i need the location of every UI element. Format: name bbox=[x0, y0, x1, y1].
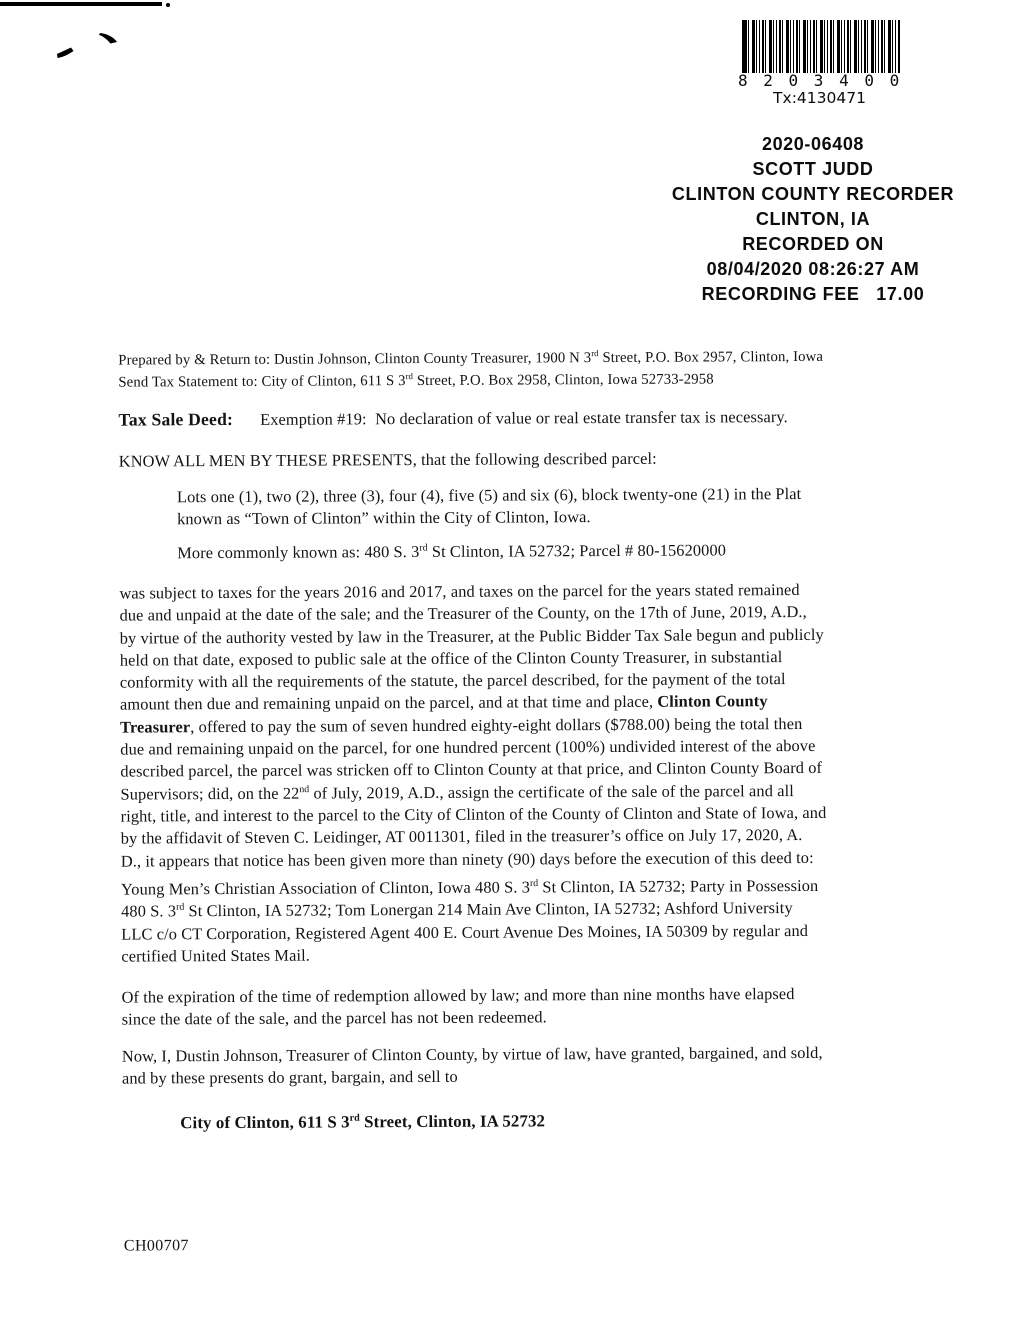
legal-description: Lots one (1), two (2), three (3), four (4), five (5) and six (6), block twenty-one (21) in the Plat known as “Town of Clinton” within the City of Clinton, Iowa. bbox=[176, 484, 802, 529]
operative-paragraph: was subject to taxes for the years 2016 and 2017, and taxes on the parcel for the years stated remained due and unpaid at the date of the sale; and the Treasurer of the County, on the 17th of June, 2019, A.D., by virtue of the authority vested by law in the Treasurer, at the Public Bidder Tax Sale begun and publicly held on that date, exposed to public sale at the office of the Clinton County Treasurer, in substantial conformity with all the requirements of the statute, the parcel described, for the payment of the total amount then due and remaining unpaid on the parcel, and at that time and place, Clinton County Treasurer, offered to pay the sum of seven hundred eighty-eight dollars ($788.00) being the total then due and remaining unpaid on the parcel, for one hundred percent (100%) undivided interest of the above described parcel, the parcel was stricken off to Clinton County at that price, and Clinton County Board of Supervisors; did, on the 22nd of July, 2019, A.D., assign the certificate of the sale of the parcel and all right, title, and interest to the parcel to the City of Clinton of the County of Clinton and State of Iowa, and by the affidavit of Steven C. Leidinger, AT 0011301, filed in the treasurer’s office on July 17, 2020, A. D., it appears that notice has been given more than ninety (90) days before the execution of this deed to: bbox=[119, 580, 827, 871]
redemption-paragraph: Of the expiration of the time of redemption allowed by law; and more than nine months have elapsed since the date of the sale, and the parcel has not been redeemed. bbox=[121, 984, 795, 1029]
recorded-timestamp: 08/04/2020 08:26:27 AM bbox=[706, 259, 920, 279]
recorder-title: CLINTON COUNTY RECORDER bbox=[671, 184, 955, 204]
grantee-line: City of Clinton, 611 S 3rd Street, Clinton, IA 52732 bbox=[180, 1111, 546, 1133]
recorded-on-label: RECORDED ON bbox=[742, 234, 884, 254]
recording-fee: RECORDING FEE 17.00 bbox=[701, 284, 925, 304]
presents-line: KNOW ALL MEN BY THESE PRESENTS, that the following described parcel: bbox=[118, 448, 657, 471]
doc-number-footer: CH00707 bbox=[123, 1237, 189, 1255]
commonly-known-line: More commonly known as: 480 S. 3rd St Clinton, IA 52732; Parcel # 80-15620000 bbox=[177, 540, 727, 563]
notice-parties-paragraph: Young Men’s Christian Association of Clinton, Iowa 480 S. 3rd St Clinton, IA 52732; Party in Possession 480 S. 3rd St Clinton, IA 52732; Tom Lonergan 214 Main Ave Clinton, IA 52732; Ashford University LLC c/o CT Corporation, Registered Agent 400 E. Court Avenue Des Moines, IA 50309 by regular and certified United States Mail. bbox=[120, 875, 819, 966]
deed-title-line: Tax Sale Deed: Exemption #19: No declaration of value or real estate transfer tax is necessary. bbox=[118, 407, 788, 430]
barcode-tx-number: Tx:4130471 bbox=[773, 89, 866, 107]
prepared-by-block: Prepared by & Return to: Dustin Johnson, Clinton County Treasurer, 1900 N 3rd Street, P.O. Box 2957, Clinton, Iowa Send Tax Statement to: City of Clinton, 611 S 3rd Street, P.O. Box 2958, Clinton, Iowa 52733-2958 bbox=[118, 348, 824, 391]
recorder-doc-number: 2020-06408 bbox=[761, 134, 865, 154]
recorder-name: SCOTT JUDD bbox=[752, 159, 874, 179]
barcode-digits: 8 2 0 3 4 0 0 bbox=[738, 71, 903, 90]
recorder-location: CLINTON, IA bbox=[755, 209, 871, 229]
grant-paragraph: Now, I, Dustin Johnson, Treasurer of Clinton County, by virtue of law, have granted, bargained, and sold, and by these presents do grant, bargain, and sell to bbox=[121, 1042, 823, 1088]
